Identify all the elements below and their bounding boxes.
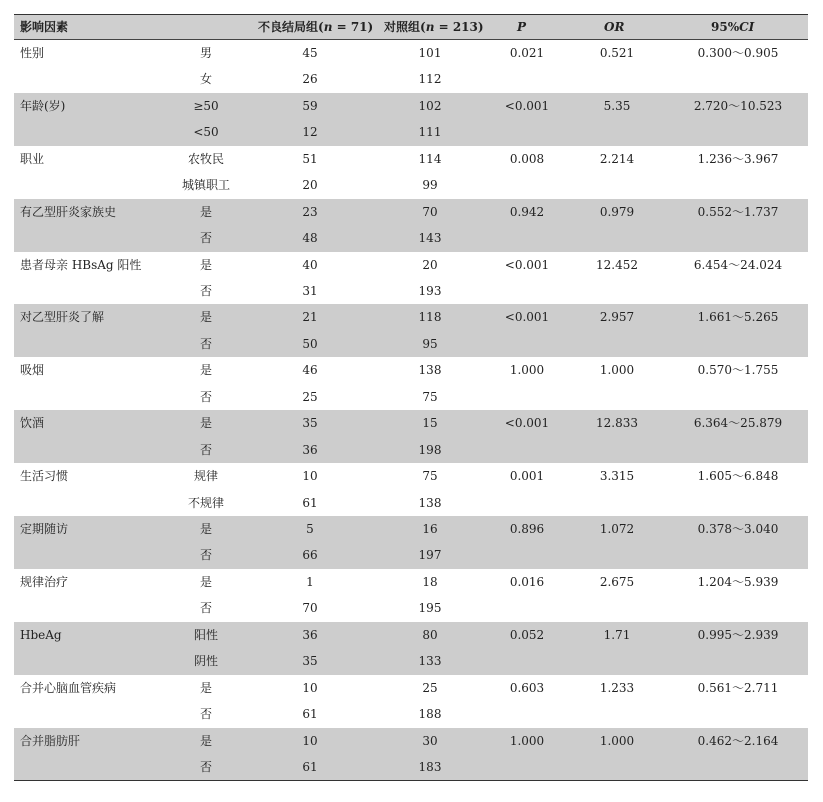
- level-cell: 阳性: [193, 627, 218, 642]
- table-row-group: [14, 675, 808, 728]
- header-ci-italic: CI: [739, 20, 755, 34]
- odds-ratio-cell: 1.000: [599, 363, 635, 378]
- table-row: [14, 595, 808, 621]
- bad-outcome-count-cell: 46: [302, 363, 318, 378]
- table-body: [14, 40, 808, 780]
- control-count-cell: 114: [418, 151, 442, 166]
- p-value-cell: 1.000: [509, 363, 545, 378]
- table-row-group: [14, 728, 808, 781]
- level-cell: 否: [199, 389, 212, 404]
- factor-cell: 对乙型肝炎了解: [20, 310, 105, 325]
- control-count-cell: 111: [418, 125, 442, 140]
- control-count-cell: 193: [418, 283, 442, 298]
- confidence-interval-cell: 1.661～5.265: [697, 310, 779, 325]
- bad-outcome-count-cell: 51: [302, 151, 318, 166]
- control-count-cell: 133: [418, 654, 442, 669]
- table-row-group: [14, 463, 808, 516]
- p-value-cell: 0.603: [509, 680, 545, 695]
- table-row-group: [14, 357, 808, 410]
- table-row: [14, 252, 808, 278]
- control-count-cell: 30: [422, 733, 438, 748]
- level-cell: 是: [199, 363, 212, 378]
- control-count-cell: 80: [422, 627, 438, 642]
- factor-cell: 年龄(岁): [20, 98, 66, 113]
- table-row: [14, 357, 808, 383]
- table-header: [14, 15, 808, 39]
- level-cell: 城镇职工: [181, 178, 230, 193]
- control-count-cell: 16: [422, 522, 438, 537]
- bad-outcome-count-cell: 1: [306, 574, 314, 589]
- risk-factor-table: [14, 14, 808, 781]
- factor-cell: 吸烟: [20, 363, 45, 378]
- bad-outcome-count-cell: 48: [302, 231, 318, 246]
- bad-outcome-count-cell: 61: [302, 495, 318, 510]
- confidence-interval-cell: 0.462～2.164: [697, 733, 779, 748]
- confidence-interval-cell: 1.236～3.967: [697, 151, 779, 166]
- odds-ratio-cell: 0.979: [599, 204, 635, 219]
- control-count-cell: 143: [418, 231, 442, 246]
- bad-outcome-count-cell: 12: [302, 125, 318, 140]
- control-count-cell: 195: [418, 601, 442, 616]
- control-count-cell: 25: [422, 680, 438, 695]
- level-cell: <50: [193, 125, 219, 140]
- table-row: [14, 701, 808, 727]
- bad-outcome-count-cell: 21: [302, 310, 318, 325]
- bad-outcome-count-cell: 10: [302, 733, 318, 748]
- p-value-cell: 0.052: [509, 627, 545, 642]
- confidence-interval-cell: 0.995～2.939: [697, 627, 779, 642]
- bad-outcome-count-cell: 61: [302, 707, 318, 722]
- odds-ratio-cell: 0.521: [599, 46, 635, 60]
- header-control-group: [384, 15, 484, 39]
- p-value-cell: <0.001: [504, 416, 550, 431]
- header-ctrl-suffix: = 213): [434, 20, 484, 34]
- table-row: [14, 384, 808, 410]
- level-cell: 是: [199, 310, 212, 325]
- table-row: [14, 172, 808, 198]
- level-cell: 否: [199, 283, 212, 298]
- table-row: [14, 542, 808, 568]
- table-bottom-rule: [14, 780, 808, 781]
- level-cell: 是: [199, 574, 212, 589]
- table-row-group: [14, 569, 808, 622]
- p-value-cell: 0.016: [509, 574, 545, 589]
- p-value-cell: 0.896: [509, 522, 545, 537]
- control-count-cell: 118: [418, 310, 442, 325]
- p-value-cell: 1.000: [509, 733, 545, 748]
- table-row: [14, 225, 808, 251]
- factor-cell: 性别: [20, 46, 45, 60]
- factor-cell: 定期随访: [20, 522, 69, 537]
- p-value-cell: <0.001: [504, 98, 550, 113]
- table-row-group: [14, 252, 808, 305]
- factor-cell: 饮酒: [20, 416, 45, 431]
- header-bad-suffix: = 71): [332, 20, 374, 34]
- bad-outcome-count-cell: 25: [302, 389, 318, 404]
- table-row: [14, 675, 808, 701]
- control-count-cell: 95: [422, 336, 438, 351]
- control-count-cell: 75: [422, 389, 438, 404]
- odds-ratio-cell: 2.675: [599, 574, 635, 589]
- control-count-cell: 75: [422, 469, 438, 484]
- table-row: [14, 278, 808, 304]
- bad-outcome-count-cell: 40: [302, 257, 318, 272]
- level-cell: 规律: [193, 469, 218, 484]
- confidence-interval-cell: 1.204～5.939: [697, 574, 779, 589]
- control-count-cell: 99: [422, 178, 438, 193]
- level-cell: 否: [199, 601, 212, 616]
- p-value-cell: 0.008: [509, 151, 545, 166]
- level-cell: 否: [199, 231, 212, 246]
- table-row: [14, 93, 808, 119]
- header-ctrl-prefix: 对照组(: [384, 20, 426, 34]
- control-count-cell: 183: [418, 759, 442, 774]
- bad-outcome-count-cell: 35: [302, 654, 318, 669]
- p-value-cell: <0.001: [504, 310, 550, 325]
- level-cell: 农牧民: [187, 151, 224, 166]
- bad-outcome-count-cell: 45: [302, 46, 318, 60]
- table-row-group: [14, 410, 808, 463]
- confidence-interval-cell: 1.605～6.848: [697, 469, 779, 484]
- header-p: P: [517, 20, 527, 34]
- bad-outcome-count-cell: 35: [302, 416, 318, 431]
- odds-ratio-cell: 1.233: [599, 680, 635, 695]
- control-count-cell: 20: [422, 257, 438, 272]
- bad-outcome-count-cell: 36: [302, 627, 318, 642]
- factor-cell: 职业: [20, 151, 45, 166]
- level-cell: 是: [199, 257, 212, 272]
- control-count-cell: 101: [418, 46, 442, 60]
- table-row: [14, 437, 808, 463]
- control-count-cell: 138: [418, 363, 442, 378]
- level-cell: 否: [199, 442, 212, 457]
- factor-cell: 患者母亲 HBsAg 阳性: [20, 257, 142, 272]
- bad-outcome-count-cell: 61: [302, 759, 318, 774]
- level-cell: 否: [199, 336, 212, 351]
- table-row: [14, 331, 808, 357]
- bad-outcome-count-cell: 50: [302, 336, 318, 351]
- level-cell: 是: [199, 416, 212, 431]
- table-row-group: [14, 146, 808, 199]
- confidence-interval-cell: 0.561～2.711: [697, 680, 779, 695]
- level-cell: ≥50: [193, 98, 219, 113]
- level-cell: 否: [199, 759, 212, 774]
- control-count-cell: 70: [422, 204, 438, 219]
- odds-ratio-cell: 2.957: [599, 310, 635, 325]
- level-cell: 是: [199, 204, 212, 219]
- bad-outcome-count-cell: 26: [302, 72, 318, 87]
- confidence-interval-cell: 6.364～25.879: [693, 416, 783, 431]
- table-row: [14, 648, 808, 674]
- p-value-cell: 0.942: [509, 204, 545, 219]
- confidence-interval-cell: 0.300～0.905: [697, 46, 779, 60]
- table-row: [14, 410, 808, 436]
- table-row: [14, 490, 808, 516]
- level-cell: 是: [199, 680, 212, 695]
- control-count-cell: 188: [418, 707, 442, 722]
- confidence-interval-cell: 0.378～3.040: [697, 522, 779, 537]
- header-bad-n: n: [323, 20, 333, 34]
- factor-cell: 合并脂肪肝: [20, 733, 81, 748]
- p-value-cell: 0.021: [509, 46, 545, 60]
- odds-ratio-cell: 12.452: [596, 257, 638, 272]
- table-row-group: [14, 199, 808, 252]
- header-bad-prefix: 不良结局组(: [258, 20, 324, 34]
- table-row: [14, 463, 808, 489]
- bad-outcome-count-cell: 5: [306, 522, 314, 537]
- table-row-group: [14, 516, 808, 569]
- table-row: [14, 569, 808, 595]
- table-row: [14, 199, 808, 225]
- confidence-interval-cell: 0.552～1.737: [697, 204, 779, 219]
- table-row: [14, 728, 808, 754]
- table-row: [14, 754, 808, 780]
- table-row: [14, 66, 808, 92]
- level-cell: 男: [199, 46, 212, 60]
- bad-outcome-count-cell: 59: [302, 98, 318, 113]
- header-ci-prefix: 95%: [711, 20, 740, 34]
- bad-outcome-count-cell: 10: [302, 469, 318, 484]
- header-factor: 影响因素: [20, 20, 69, 34]
- level-cell: 不规律: [187, 495, 224, 510]
- level-cell: 是: [199, 733, 212, 748]
- table-row: [14, 40, 808, 66]
- p-value-cell: <0.001: [504, 257, 550, 272]
- control-count-cell: 138: [418, 495, 442, 510]
- table-row: [14, 516, 808, 542]
- bad-outcome-count-cell: 66: [302, 548, 318, 563]
- p-value-cell: 0.001: [509, 469, 545, 484]
- bad-outcome-count-cell: 70: [302, 601, 318, 616]
- level-cell: 否: [199, 707, 212, 722]
- table-row: [14, 622, 808, 648]
- table-row: [14, 119, 808, 145]
- header-ci: [711, 15, 754, 39]
- odds-ratio-cell: 1.072: [599, 522, 635, 537]
- confidence-interval-cell: 2.720～10.523: [693, 98, 783, 113]
- table-row-group: [14, 622, 808, 675]
- header-or: OR: [604, 20, 625, 34]
- bad-outcome-count-cell: 10: [302, 680, 318, 695]
- factor-cell: 有乙型肝炎家族史: [20, 204, 117, 219]
- factor-cell: HbeAg: [20, 627, 62, 642]
- control-count-cell: 15: [422, 416, 438, 431]
- control-count-cell: 18: [422, 574, 438, 589]
- odds-ratio-cell: 12.833: [596, 416, 638, 431]
- odds-ratio-cell: 1.71: [603, 627, 631, 642]
- odds-ratio-cell: 2.214: [599, 151, 635, 166]
- bad-outcome-count-cell: 31: [302, 283, 318, 298]
- header-ctrl-n: n: [425, 20, 435, 34]
- table-row: [14, 304, 808, 330]
- level-cell: 是: [199, 522, 212, 537]
- bad-outcome-count-cell: 20: [302, 178, 318, 193]
- factor-cell: 合并心脑血管疾病: [20, 680, 117, 695]
- bad-outcome-count-cell: 36: [302, 442, 318, 457]
- odds-ratio-cell: 1.000: [599, 733, 635, 748]
- table-row-group: [14, 40, 808, 93]
- level-cell: 阴性: [193, 654, 218, 669]
- table-row-group: [14, 304, 808, 357]
- odds-ratio-cell: 3.315: [599, 469, 635, 484]
- confidence-interval-cell: 0.570～1.755: [697, 363, 779, 378]
- control-count-cell: 197: [418, 548, 442, 563]
- control-count-cell: 198: [418, 442, 442, 457]
- odds-ratio-cell: 5.35: [603, 98, 631, 113]
- control-count-cell: 112: [418, 72, 442, 87]
- bad-outcome-count-cell: 23: [302, 204, 318, 219]
- confidence-interval-cell: 6.454～24.024: [693, 257, 783, 272]
- control-count-cell: 102: [418, 98, 442, 113]
- factor-cell: 生活习惯: [20, 469, 69, 484]
- header-bad-outcome-group: [258, 15, 373, 39]
- table-row-group: [14, 93, 808, 146]
- table-row: [14, 146, 808, 172]
- level-cell: 否: [199, 548, 212, 563]
- level-cell: 女: [199, 72, 212, 87]
- factor-cell: 规律治疗: [20, 574, 69, 589]
